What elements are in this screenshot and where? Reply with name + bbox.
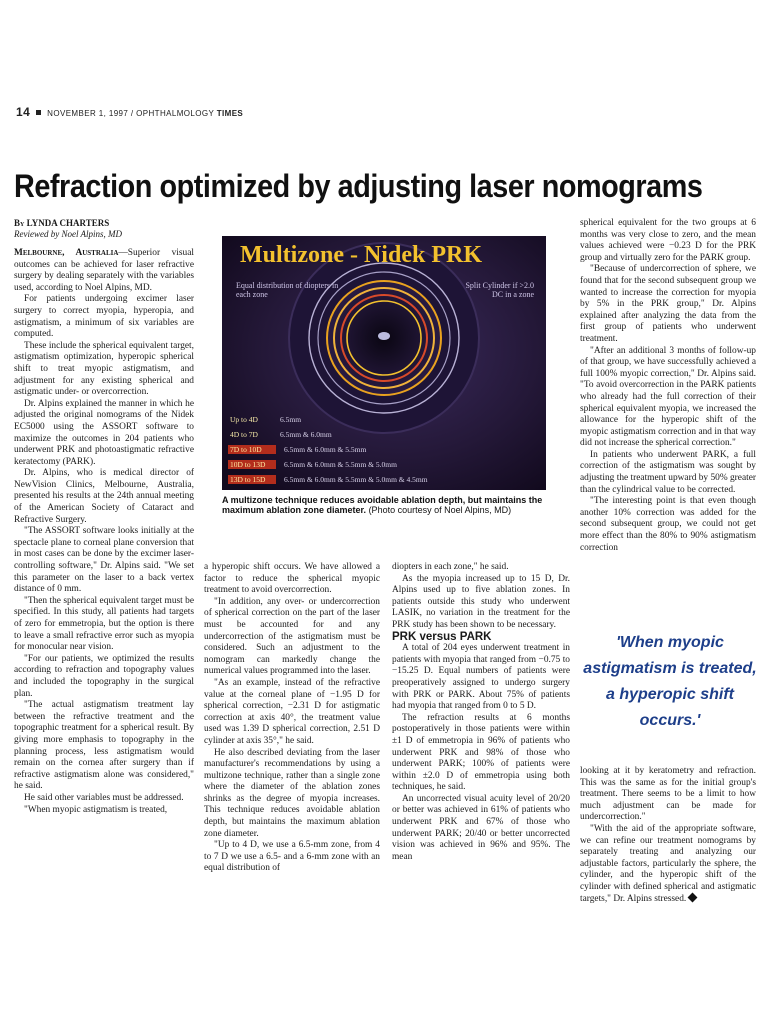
paragraph: spherical equivalent for the two groups at 6 months was very close to zero, and the mean values achieved were −0.23 D for the PRK group and virtually zero for the PARK group.	[580, 218, 756, 263]
dateline: Melbourne, Australia	[14, 248, 119, 258]
page-number: 14	[16, 105, 31, 119]
zone-row: 4D to 7D 6.5mm & 6.0mm	[230, 430, 332, 439]
figure-label-right: Split Cylinder if >2.0 DC in a zone	[465, 281, 534, 299]
paragraph: Melbourne, Australia—Superior visual outcomes can be achieved for laser refractive surgery by dealing separately with the variables used, according to Noel Alpins, MD.	[14, 248, 194, 293]
paragraph: For patients undergoing excimer laser surgery to correct myopia, hyperopia, and astigmatism, a minimum of six variables are computed.	[14, 294, 194, 340]
article-column-4-bottom	[580, 766, 756, 905]
paragraph: The refraction results at 6 months postoperatively in those patients were within ±1 D of emmetropia in 96% of patients who underwent PRK and 98% of those who underwent PARK; 100% of patients were within ±2.0 D of emmetropia using both techniques, he said.	[392, 712, 570, 793]
paragraph: "The actual astigmatism treatment lay between the refractive treatment and the topographic treatment for a spherical result. By giving more emphasis to topography in the planning process, less astigmatism would remain on the cornea after surgery than if refractive astigmatism alone was considered," he said.	[14, 700, 194, 792]
figure-multizone-prk	[222, 236, 546, 490]
paragraph: "Because of undercorrection of sphere, we found that for the second subsequent group we wanted to increase the correction for myopia by 5% in the PRK group," Dr. Alpins explained after analyzing the data from the first group of patients who underwent treatment.	[580, 264, 756, 344]
zone-row: 7D to 10D 6.5mm & 6.0mm & 5.5mm	[230, 445, 367, 454]
paragraph: An uncorrected visual acuity level of 20/20 or better was achieved in 61% of patients who underwent PRK and 67% of those who underwent PARK; 20/40 or better uncorrected vision was achieved in 96% and 95%. The mean	[392, 793, 570, 862]
paragraph: "With the aid of the appropriate software, we can refine our treatment nomograms by separately treating and analyzing our adjustable factors, particularly the sphere, the cylinder, and the hyperopic shift of the cylinder with defined spherical and astigmatic targets," Dr. Alpins stressed.	[580, 823, 756, 904]
paragraph: As the myopia increased up to 15 D, Dr. Alpins used up to five ablation zones. In patients outside this study who underwent LASIK, no variation in the treatment for the PRK study has been shown to be necessary.	[392, 573, 570, 630]
paragraph: These include the spherical equivalent target, astigmatism optimization, hyperopic spherical shift to treat myopic astigmatism, and adjustment for any existing spherical and astigmatic under- or overcorrection.	[14, 340, 194, 398]
paragraph: He said other variables must be addressed.	[24, 792, 184, 803]
running-header	[16, 105, 243, 119]
pull-quote: 'When myopic astigmatism is treated, a hyperopic shift occurs.'	[583, 634, 757, 729]
end-mark-icon	[688, 892, 698, 902]
paragraph: a hyperopic shift occurs. We have allowed a factor to reduce the spherical myopic treatment to avoid overcorrection.	[204, 562, 380, 596]
paragraph: "As an example, instead of the refractive value at the corneal plane of −1.95 D for spherical correction, −2.31 D for astigmatic correction at axis 40°, the treatment value used was 1.39 D spherical correction, 2.51 D cylinder at axis 35°," he said.	[204, 677, 380, 746]
byline-author: By LYNDA CHARTERS	[14, 218, 110, 228]
byline	[14, 218, 194, 240]
figure-title: Multizone - Nidek PRK	[240, 242, 482, 268]
zone-row: Up to 4D 6.5mm	[230, 415, 302, 424]
paragraph: "After an additional 3 months of follow-up of that group, we have successfully achieved a full 100% myopic correction," Dr. Alpins said. "To avoid overcorrection in the PARK patients who already had the full correction of their spherical equivalent myopia, we increased the allowance for the hyperopic shift of the myopic astigmatism correction and in that way did not increase the spherical correction."	[580, 345, 756, 449]
paragraph: "The ASSORT software looks initially at the spectacle plane to corneal plane conversion that in most cases can be done by the excimer laser-controlling software," Dr. Alpins said. "We set this parameter on the laser to a back vertex distance of 0 mm.	[14, 526, 194, 595]
article-column-2	[204, 562, 380, 875]
header-date: NOVEMBER 1, 1997 / OPHTHALMOLOGY	[47, 109, 215, 118]
paragraph: diopters in each zone," he said.	[392, 562, 509, 572]
section-subhead: PRK versus PARK	[392, 630, 492, 643]
paragraph: "The interesting point is that even though another 10% correction was added for the second subsequent group, we could not get more effect than the 80% to 90% astigmatism correction	[580, 496, 756, 553]
article-column-1	[14, 218, 194, 816]
article-column-3	[392, 562, 570, 863]
paragraph: "For our patients, we optimized the results according to refraction and topography values and included the topography in the surgical plan.	[14, 653, 194, 699]
paragraph: "When myopic astigmatism is treated,	[24, 804, 168, 815]
paragraph: A total of 204 eyes underwent treatment in patients with myopia that ranged from −0.75 to −15.25 D. Equal numbers of patients were preoperatively assigned to undergo surgery with PRK or PARK. About 75% of patients had myopia that ranged from 0 to 5 D.	[392, 643, 570, 712]
article-column-4-top	[580, 218, 756, 554]
zone-row: 10D to 13D 6.5mm & 6.0mm & 5.5mm & 5.0mm	[230, 460, 397, 469]
paragraph: In patients who underwent PARK, a full correction of the astigmatism was sought by adjusting the treatment upward by 50% greater than the cylindrical value to be corrected.	[580, 449, 756, 495]
zone-row: 13D to 15D 6.5mm & 6.0mm & 5.5mm & 5.0mm & 4.5mm	[230, 475, 428, 484]
paragraph: looking at it by keratometry and refraction. This was the same as for the initial group's treatment. There seems to be a limit to how much adjustment can be made for undercorrection."	[580, 766, 756, 823]
bullet-square-icon	[36, 110, 41, 115]
byline-reviewer: Reviewed by Noel Alpins, MD	[14, 229, 123, 239]
paragraph: Dr. Alpins, who is medical director of NewVision Clinics, Melbourne, Australia, presented his results at the 24th annual meeting of the American Society of Cataract and Refractive Surgery.	[14, 468, 194, 525]
paragraph: "Then the spherical equivalent target must be specified. In this study, all patients had targets of zero for emmetropia, but the option is there to leave a small refractive error such as myopia for monocular near vision.	[14, 595, 194, 653]
article-headline: Refraction optimized by adjusting laser nomograms	[14, 168, 703, 204]
magazine-name: TIMES	[216, 109, 244, 118]
photo-credit: (Photo courtesy of Noel Alpins, MD)	[368, 505, 512, 515]
zone-table	[228, 412, 538, 487]
paragraph: He also described deviating from the laser manufacturer's recommendations by using a multizone technique, rather than a single zone where the diameter of the ablation zones shrinks as the degree of myopia increases. This technique reduces avoidable ablation depth, but maintains the maximum ablation zone diameter.	[204, 747, 380, 839]
paragraph: "In addition, any over- or undercorrection of spherical correction on the part of the laser must be accounted for and any undercorrection of the astigmatism must be considered. Such an adjustment to the nomogram can markedly change the numerical values programmed into the laser.	[204, 596, 380, 677]
figure-label-left: Equal distribution of diopters in each zone	[236, 281, 339, 299]
paragraph: Dr. Alpins explained the manner in which he adjusted the original nomograms of the Nidek EC5000 using the ASSORT software to maximize the outcomes in 204 patients who underwent PRK and photoastigmatic refractive keratectomy (PARK).	[14, 398, 194, 467]
paragraph: "Up to 4 D, we use a 6.5-mm zone, from 4 to 7 D we use a 6.5- and a 6-mm zone with an equal distribution of	[204, 840, 380, 874]
figure-caption: A multizone technique reduces avoidable ablation depth, but maintains the maximum ablation zone diameter. (Photo courtesy of Noel Alpins, MD)	[222, 495, 543, 515]
